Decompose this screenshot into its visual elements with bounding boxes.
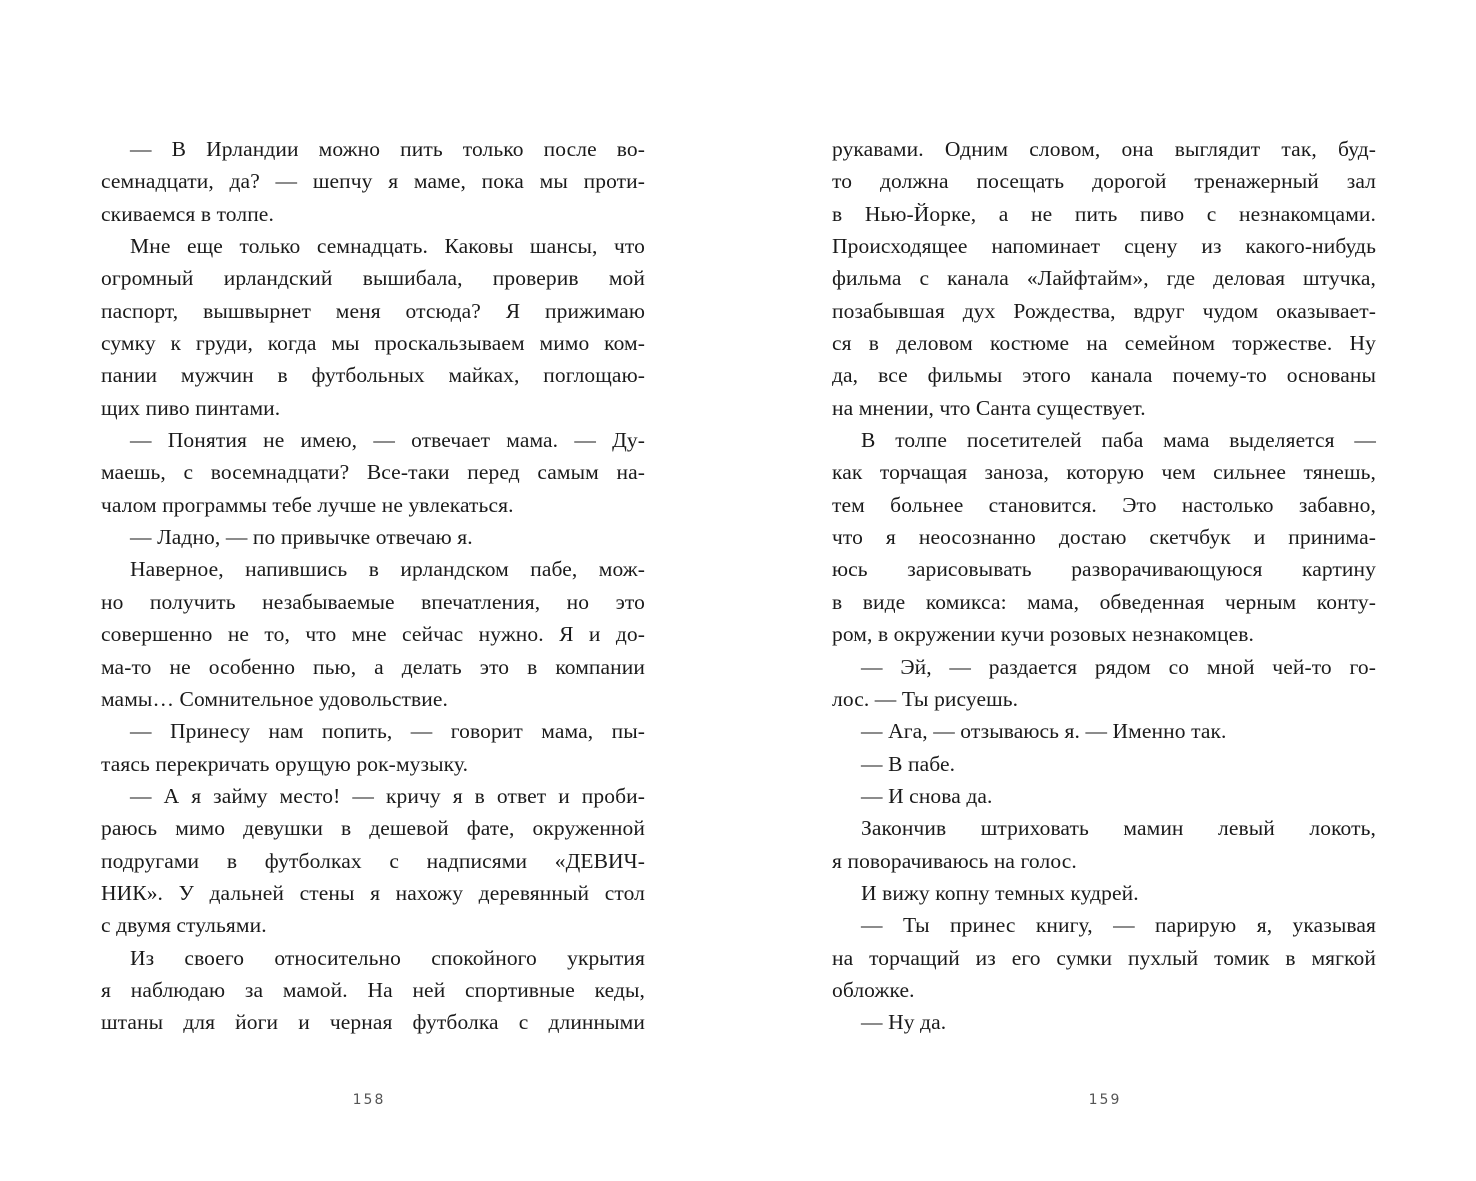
text-line: лос. — Ты рисуешь. bbox=[832, 686, 1019, 711]
text-line: семнадцати, да? — шепчу я маме, пока мы проти- bbox=[101, 169, 645, 194]
right-page-text bbox=[832, 133, 1376, 1039]
text-line: совершенно не то, что мне сейчас нужно. Я и до- bbox=[101, 622, 645, 647]
text-line: чалом программы тебе лучше не увлекаться. bbox=[101, 492, 514, 517]
text-line: мамы… Сомнительное удовольствие. bbox=[101, 686, 448, 711]
text-line: юсь зарисовывать разворачивающуюся картину bbox=[832, 557, 1376, 582]
text-line: — А я займу место! — кричу я в ответ и проби- bbox=[130, 783, 645, 808]
text-line: раюсь мимо девушки в дешевой фате, окруженной bbox=[101, 816, 645, 841]
text-line: маешь, с восемнадцати? Все-таки перед самым на- bbox=[101, 460, 645, 485]
text-line: огромный ирландский вышибала, проверив мой bbox=[101, 266, 645, 291]
text-line: да, все фильмы этого канала почему-то основаны bbox=[832, 363, 1376, 388]
text-line: — В пабе. bbox=[861, 751, 956, 776]
text-line: — Ты принес книгу, — парирую я, указывая bbox=[861, 913, 1376, 938]
text-line: с двумя стульями. bbox=[101, 913, 267, 938]
text-line: — Эй, — раздается рядом со мной чей-то го- bbox=[861, 654, 1376, 679]
page-number-right: 159 bbox=[1088, 1092, 1122, 1108]
text-line: я поворачиваюсь на голос. bbox=[832, 848, 1077, 873]
text-line: но получить незабываемые впечатления, но это bbox=[101, 589, 645, 614]
text-line: Наверное, напившись в ирландском пабе, мож- bbox=[130, 557, 645, 582]
text-line: Из своего относительно спокойного укрытия bbox=[130, 945, 645, 970]
text-line: НИК». У дальней стены я нахожу деревянный стол bbox=[101, 880, 645, 905]
text-line: — Принесу нам попить, — говорит мама, пы- bbox=[130, 719, 645, 744]
text-line: И вижу копну темных кудрей. bbox=[861, 880, 1139, 905]
text-line: ма-то не особенно пью, а делать это в компании bbox=[101, 654, 645, 679]
text-line: Закончив штриховать мамин левый локоть, bbox=[861, 816, 1376, 841]
text-line: — Ладно, — по привычке отвечаю я. bbox=[130, 525, 473, 550]
text-line: — Понятия не имею, — отвечает мама. — Ду- bbox=[130, 428, 645, 453]
text-line: рукавами. Одним словом, она выглядит так, буд- bbox=[832, 137, 1376, 161]
text-line: щих пиво пинтами. bbox=[101, 395, 281, 420]
text-line: В толпе посетителей паба мама выделяется — bbox=[861, 428, 1376, 453]
text-line: что я неосознанно достаю скетчбук и принима- bbox=[832, 525, 1376, 550]
text-line: я наблюдаю за мамой. На ней спортивные кеды, bbox=[101, 977, 645, 1002]
text-line: — Ага, — отзываюсь я. — Именно так. bbox=[861, 719, 1227, 744]
text-line: паспорт, вышвырнет меня отсюда? Я прижимаю bbox=[101, 298, 645, 323]
text-line: Происходящее напоминает сцену из какого-нибудь bbox=[832, 234, 1376, 259]
text-line: — В Ирландии можно пить только после во- bbox=[130, 137, 645, 161]
text-line: обложке. bbox=[832, 977, 915, 1002]
text-line: штаны для йоги и черная футболка с длинными bbox=[101, 1010, 645, 1035]
text-line: — И снова да. bbox=[861, 783, 993, 808]
text-line: фильма с канала «Лайфтайм», где деловая штучка, bbox=[832, 266, 1376, 291]
text-line: на торчащий из его сумки пухлый томик в мягкой bbox=[832, 945, 1376, 970]
text-line: ром, в окружении кучи розовых незнакомцев. bbox=[832, 622, 1254, 647]
text-line: — Ну да. bbox=[861, 1010, 947, 1035]
text-line: в виде комикса: мама, обведенная черным конту- bbox=[832, 589, 1376, 614]
text-line: на мнении, что Санта существует. bbox=[832, 395, 1146, 420]
text-line: пании мужчин в футбольных майках, поглощаю- bbox=[101, 363, 645, 388]
left-page-text bbox=[101, 133, 645, 1039]
text-line: Мне еще только семнадцать. Каковы шансы, что bbox=[130, 234, 645, 259]
text-line: в Нью-Йорке, а не пить пиво с незнакомцами. bbox=[832, 201, 1376, 226]
text-line: подругами в футболках с надписями «ДЕВИЧ- bbox=[101, 848, 645, 873]
text-line: скиваемся в толпе. bbox=[101, 201, 274, 226]
text-line: тем больнее становится. Это настолько забавно, bbox=[832, 492, 1376, 517]
text-line: как торчащая заноза, которую чем сильнее тянешь, bbox=[832, 460, 1376, 485]
text-line: таясь перекричать орущую рок-музыку. bbox=[101, 751, 469, 776]
page-number-left: 158 bbox=[352, 1092, 386, 1108]
text-line: позабывшая дух Рождества, вдруг чудом оказывает- bbox=[832, 298, 1376, 323]
text-line: то должна посещать дорогой тренажерный зал bbox=[832, 169, 1376, 194]
text-line: сумку к груди, когда мы проскальзываем мимо ком- bbox=[101, 331, 645, 356]
text-line: ся в деловом костюме на семейном торжестве. Ну bbox=[832, 331, 1376, 356]
